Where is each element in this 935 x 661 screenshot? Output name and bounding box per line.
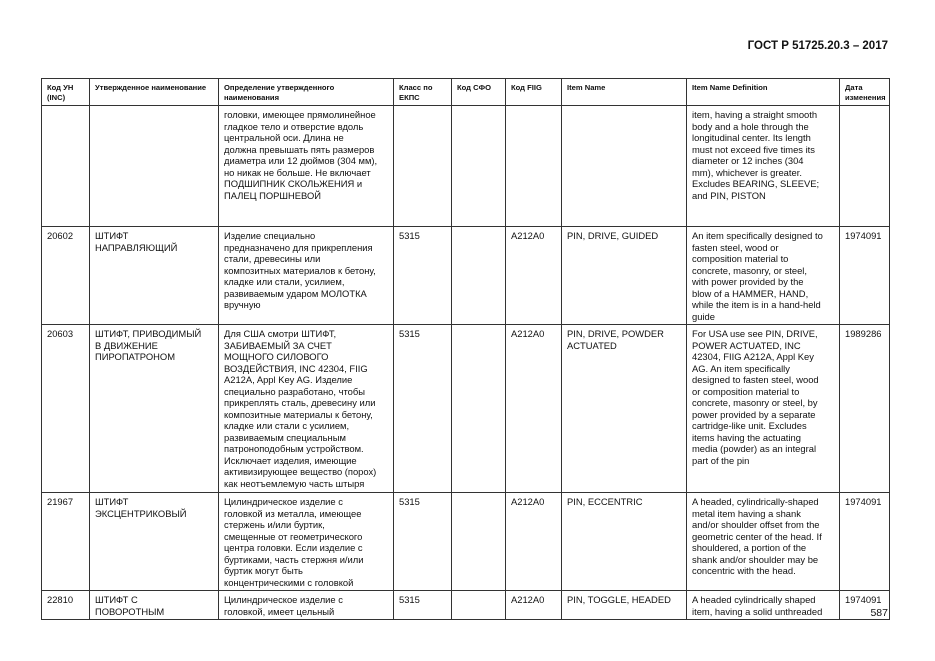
cell-inc: 22810 [42,591,90,620]
cell-item-definition: A headed cylindrically shaped item, having a solid unthreaded [687,591,840,620]
cell-date: 1989286 [840,325,890,493]
cell-item-name [562,106,687,227]
cell-definition-ru: Для США смотри ШТИФТ, ЗАБИВАЕМЫЙ ЗА СЧЕТ МОЩНОГО СИЛОВОГО ВОЗДЕЙСТВИЯ, INC 42304, FIIG A212A, Appl Key AG. Изделие специально разработано, чтобы прикреплять сталь, древесину или композитные материалы к бетону, кладке или стали с усилием, развиваемым специальным патроноподобным устройством. Исключает изделия, имеющие активизирующее вещество (порох) как неотъемлемую часть штыря [219,325,394,493]
cell-item-name: PIN, DRIVE, POWDER ACTUATED [562,325,687,493]
cell-sfo [452,227,506,325]
col-header-fiig: Код FIIG [506,79,562,106]
cell-definition-ru: Цилиндрическое изделие с головкой, имеет цельный [219,591,394,620]
col-header-item-name: Item Name [562,79,687,106]
cell-fiig: A212A0 [506,325,562,493]
cell-name-ru [90,106,219,227]
cell-item-name: PIN, TOGGLE, HEADED [562,591,687,620]
cell-item-definition: An item specifically designed to fasten steel, wood or composition material to concrete, masonry, or steel, with power provided by the blow of a HAMMER, HAND, while the item is in a hand-held guide [687,227,840,325]
col-header-ekps: Класс по ЕКПС [394,79,452,106]
catalog-table [41,78,890,620]
page-number: 587 [870,607,888,619]
cell-ekps [394,106,452,227]
cell-fiig: A212A0 [506,493,562,591]
cell-inc: 20603 [42,325,90,493]
cell-date [840,106,890,227]
cell-fiig [506,106,562,227]
cell-definition-ru: головки, имеющее прямолинейное гладкое тело и отверстие вдоль центральной оси. Длина не должна превышать пять размеров диаметра или 12 дюймов (304 мм), но никак не больше. Не включает ПОДШИПНИК СКОЛЬЖЕНИЯ и ПАЛЕЦ ПОРШНЕВОЙ [219,106,394,227]
table-row [42,493,890,591]
col-header-name-ru: Утвержденное наименование [90,79,219,106]
col-header-inc: Код УН (INC) [42,79,90,106]
cell-ekps: 5315 [394,325,452,493]
cell-date: 1974091 [840,493,890,591]
cell-sfo [452,325,506,493]
col-header-definition-ru: Определение утвержденного наименования [219,79,394,106]
table-row [42,227,890,325]
col-header-sfo: Код СФО [452,79,506,106]
cell-item-definition: item, having a straight smooth body and a hole through the longitudinal center. Its length must not exceed five times its diameter or 12 inches (304 mm), whichever is greater. Excludes BEARING, SLEEVE; and PIN, PISTON [687,106,840,227]
cell-date: 1974091 [840,591,890,620]
cell-ekps: 5315 [394,493,452,591]
cell-ekps: 5315 [394,227,452,325]
cell-name-ru: ШТИФТ С ПОВОРОТНЫМ [90,591,219,620]
col-header-item-definition: Item Name Definition [687,79,840,106]
cell-inc: 21967 [42,493,90,591]
cell-item-definition: For USA use see PIN, DRIVE, POWER ACTUATED, INC 42304, FIIG A212A, Appl Key AG. An item specifically designed to fasten steel, wood or composition material to concrete, masonry or steel, by power provided by a separate cartridge-like unit. Excludes items having the actuating media (powder) as an integral part of the pin [687,325,840,493]
header-row [42,79,890,106]
cell-fiig: A212A0 [506,227,562,325]
cell-ekps: 5315 [394,591,452,620]
cell-date: 1974091 [840,227,890,325]
cell-sfo [452,106,506,227]
cell-name-ru: ШТИФТ ЭКСЦЕНТРИКОВЫЙ [90,493,219,591]
cell-item-name: PIN, ECCENTRIC [562,493,687,591]
cell-item-definition: A headed, cylindrically-shaped metal item having a shank and/or shoulder offset from the geometric center of the head. If shouldered, a portion of the shank and/or shoulder may be concentric with the head. [687,493,840,591]
cell-definition-ru: Изделие специально предназначено для прикрепления стали, древесины или композитных материалов к бетону, кладке или стали, усилием, развиваемым ударом МОЛОТКА вручную [219,227,394,325]
table-row [42,591,890,620]
cell-name-ru: ШТИФТ НАПРАВЛЯЮЩИЙ [90,227,219,325]
document-code: ГОСТ Р 51725.20.3 – 2017 [747,40,888,52]
cell-inc: 20602 [42,227,90,325]
table-row [42,325,890,493]
cell-item-name: PIN, DRIVE, GUIDED [562,227,687,325]
cell-sfo [452,591,506,620]
col-header-date: Дата изменения [840,79,890,106]
cell-definition-ru: Цилиндрическое изделие с головкой из металла, имеющее стержень и/или буртик, смещенные от геометрического центра головки. Если изделие с буртиками, часть стержня и/или буртик могут быть концентрическими с головкой [219,493,394,591]
cell-fiig: A212A0 [506,591,562,620]
cell-sfo [452,493,506,591]
table-row [42,106,890,227]
cell-name-ru: ШТИФТ, ПРИВОДИМЫЙ В ДВИЖЕНИЕ ПИРОПАТРОНОМ [90,325,219,493]
cell-inc [42,106,90,227]
